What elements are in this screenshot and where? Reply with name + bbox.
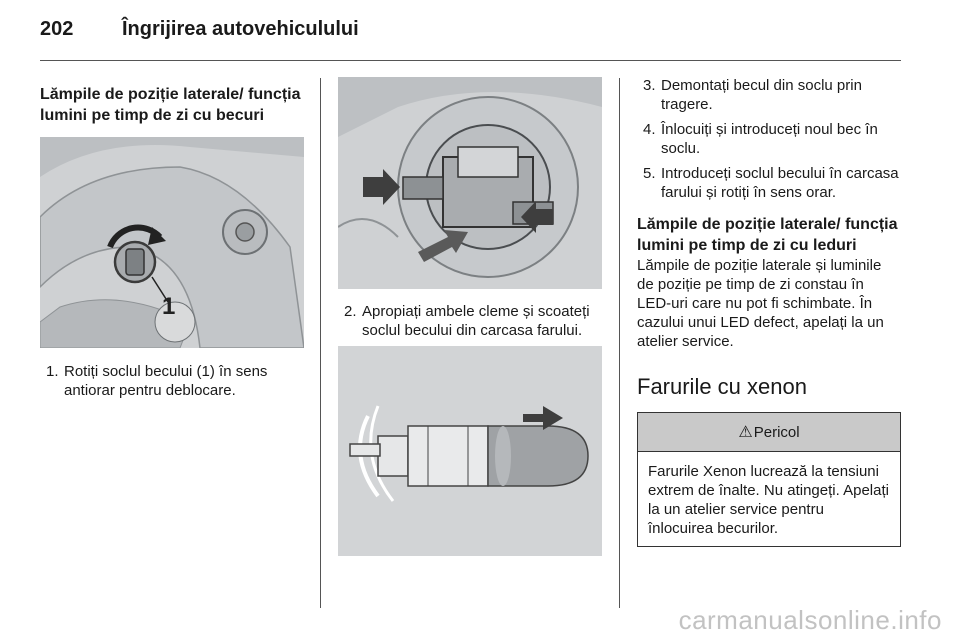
- step-number: 3.: [643, 77, 656, 94]
- step-4: [637, 120, 901, 158]
- step-text: Apropiați ambele cleme și scoateți soclul becului din carcasa farului.: [362, 303, 590, 339]
- step-number: 1.: [46, 363, 59, 380]
- step-2: [338, 302, 603, 340]
- column-divider-2: [619, 78, 620, 608]
- section-heading-led-side-lights: Lămpile de poziție laterale/ funcția lumini pe timp de zi cu leduri: [637, 216, 898, 254]
- warning-label: Pericol: [753, 423, 800, 441]
- section-title-xenon: Farurile cu xenon: [637, 374, 807, 399]
- led-paragraph: Lămpile de poziție laterale și luminile de poziție pe timp de zi constau în LED-uri care nu pot fi schimbate. În cazului unui LED defect, apelați la un atelier service.: [637, 257, 884, 350]
- watermark: carmanualsonline.info: [678, 605, 942, 635]
- warning-header: [638, 413, 900, 452]
- steps-list-1: [40, 362, 304, 400]
- step-number: 2.: [344, 303, 357, 320]
- page-number: 202: [40, 18, 74, 40]
- column-divider-1: [320, 78, 321, 608]
- column-1: [40, 76, 304, 406]
- section-heading-bulb-side-lights: Lămpile de poziție laterale/ funcția lumini pe timp de zi cu becuri: [40, 86, 301, 124]
- column-2: [338, 76, 603, 556]
- warning-box: [637, 412, 901, 547]
- steps-list-2: [338, 302, 603, 340]
- figure-illustration: [338, 77, 602, 289]
- step-5: [637, 164, 901, 202]
- warning-triangle-icon: ⚠: [738, 424, 753, 441]
- step-text: Introduceți soclul becului în carcasa farului și rotiți în sens orar.: [661, 165, 899, 201]
- step-1: [40, 362, 304, 400]
- step-text: Înlocuiți și introduceți noul bec în soclu.: [661, 121, 878, 157]
- figure-bulb-socket-rotate: [40, 137, 304, 348]
- figure-clips-remove-socket: [338, 77, 602, 289]
- page-title: Îngrijirea autovehiculului: [122, 18, 359, 40]
- figure-remove-bulb: [338, 346, 602, 556]
- warning-text: Farurile Xenon lucrează la tensiuni extrem de înalte. Nu atingeți. Apelați la un atelier service pentru înlocuirea becurilor.: [648, 463, 889, 537]
- header-rule: [40, 60, 901, 61]
- step-text: Demontați becul din soclu prin tragere.: [661, 77, 862, 113]
- step-text: Rotiți soclul becului (1) în sens antiorar pentru deblocare.: [64, 363, 268, 399]
- step-number: 5.: [643, 165, 656, 182]
- figure-illustration: [338, 346, 602, 556]
- step-3: [637, 76, 901, 114]
- column-3: [637, 76, 901, 547]
- steps-list-3: [637, 76, 901, 202]
- figure-callout-1: 1: [162, 293, 176, 320]
- step-number: 4.: [643, 121, 656, 138]
